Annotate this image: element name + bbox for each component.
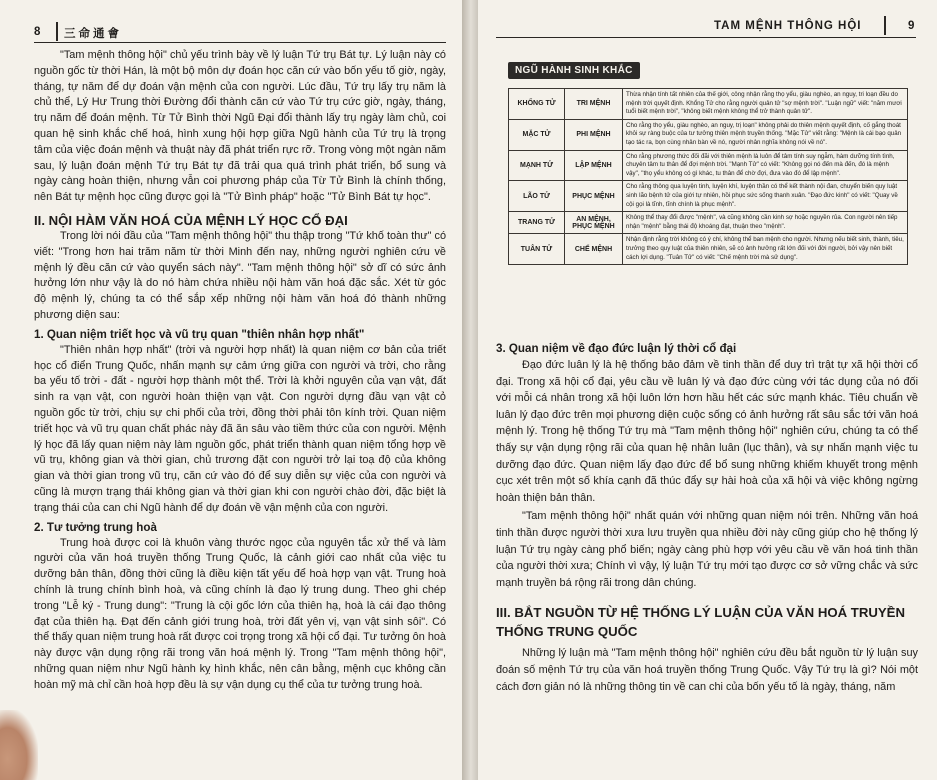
- row-description: Cho rằng thọ yểu, giàu nghèo, an nguy, trị loạn" không phải do thiên mệnh quyết định, cố gắng thoát khỏi sự ràng buộc của tư tưởng thiên mệnh truyền thống. "Mặc Tử" viết rằng: "Mệnh là cái bạo quân tạo tác ra, bọn cùng nhân bàn về nó, người nhân nghĩa không nói về nó".: [623, 119, 908, 150]
- row-concept: CHẾ MỆNH: [565, 234, 623, 265]
- paragraph-7: Những lý luận mà "Tam mệnh thông hội" nghiên cứu đều bắt nguồn từ lý luận suy đoán số mệnh Tứ trụ của văn hoá truyền thống Trung Quốc. Vậy Tứ trụ là gì? Nói một cách đơn giản nó là những thông tin về can chi của bốn yếu tố là ngày, tháng, năm: [496, 647, 918, 693]
- right-header-rule: [496, 37, 916, 38]
- right-page: [478, 0, 937, 780]
- row-thinker: TRANG TỬ: [509, 212, 565, 234]
- left-page-number: 8: [34, 26, 42, 38]
- sub-1-heading: 1. Quan niệm triết học và vũ trụ quan "thiên nhân hợp nhất": [34, 327, 365, 341]
- ngu-hanh-table: [508, 88, 908, 265]
- ngu-hanh-table-block: [508, 60, 908, 265]
- row-concept: PHỤC MỆNH: [565, 181, 623, 212]
- row-thinker: TUÂN TỬ: [509, 234, 565, 265]
- left-running-title: 三命通會: [64, 26, 122, 40]
- paragraph-6: "Tam mệnh thông hội" nhất quán với những quan niệm nói trên. Những văn hoá tinh thần được người thời xưa lưu truyền qua nhiều đời này cũng giúp cho hệ thống lý luận Tứ trụ ngày càng phổ biến; ngày càng phù hợp với yêu cầu về văn hoá tinh thần của người thời xưa; Chính vì vậy, lý luận Tứ trụ mới tạo được cơ sở vững chắc và sức mạnh truyền bá rộng rãi trong dân chúng.: [496, 510, 918, 589]
- left-header-divider: [56, 22, 58, 41]
- left-header-rule: [34, 42, 446, 43]
- section-3-heading: III. BẮT NGUỒN TỪ HỆ THỐNG LÝ LUẬN CỦA VĂN HOÁ TRUYỀN THỐNG TRUNG QUỐC: [496, 605, 906, 640]
- paragraph-4: Trung hoà được coi là khuôn vàng thước ngọc của nguyên tắc xử thế và làm người của văn hoá truyền thống Trung Quốc, là cảnh giới cao nhất của việc tu dưỡng bản thân, đồng thời cũng là điều kiện tất yếu để hoà hợp vạn vật. Trung hoà chính là trung chính bình hoà, và cũng chính là đạo lý trung dung. Theo ghi chép trong "Lễ ký - Trung dung": "Trung là cội gốc lớn của thiên hạ, hoà là cái đạo thông đạt của thiên hạ. Đạt đến cảnh giới trung hoà, trời đất yên vị, vạn vật sinh sôi". Có thể thấy quan niệm trung hoà rất được coi trọng trong xã hội cổ đại. Tư tưởng ôn hoà này được vận dụng rộng rãi trong văn hoá mệnh lý. Trong "Tam mệnh thông hội", những quan niệm như Ngũ hành kỵ hình khắc, nên cân bằng, mệnh cục không cần hoàn mỹ mà chỉ cần hoà hợp đều là sự vận dụng cụ thể của tư tưởng trung hoà.: [34, 536, 446, 691]
- table-row: [509, 212, 908, 234]
- row-concept: PHI MỆNH: [565, 119, 623, 150]
- row-concept: AN MỆNH, PHỤC MỆNH: [565, 212, 623, 234]
- row-description: Không thể thay đổi được "mệnh", và cũng không cần kinh sợ hoặc nguyền rủa. Con người nên tiếp nhận "mệnh" bằng thái độ khoáng đạt, thuận theo "mệnh".: [623, 212, 908, 234]
- table-row: [509, 119, 908, 150]
- row-description: Nhận định rằng trời không có ý chí, không thể ban mệnh cho người. Nhưng nếu biết sinh, thành, tiêu, trưởng theo quy luật của thiên nhiên, sẽ có ảnh hưởng rất lớn đối với đời người, bởi vậy nên biết cách lợi dụng. "Tuân Tử" có viết: "Chế mệnh trời mà sử dụng".: [623, 234, 908, 265]
- row-description: Thừa nhận tính tất nhiên của thế giới, công nhận rằng thọ yểu, giàu nghèo, an nguy, tri loạn đều do mệnh trời quyết định. Khổng Tử cho rằng người quân tử "sợ mệnh trời". "Luận ngữ" viết: "năm mươi tuổi biết mệnh trời", "không biết mệnh không thể trở thành quân tử".: [623, 89, 908, 120]
- paragraph-1: "Tam mệnh thông hội" chủ yếu trình bày về lý luận Tứ trụ Bát tự. Lý luận này có nguồn gốc từ thời Hán, là một bộ môn dự đoán học căn cứ vào bốn yếu tố giờ, ngày, tháng, tự năm để dự đoán vận mệnh của con người. Lúc đầu, Tứ trụ lấy trụ năm là chủ thể, Lý Hư Trung thời Đường đổi thành căn cứ vào Tứ trụ cức giờ, ngày, tháng, trụ năm để đoán mệnh. Từ Tử Bình thời Ngũ Đại đổi thành lấy trụ ngày làm chủ, coi quan hệ sinh khắc chế hoá, hình xung hội hợp giữa Ngũ hành của Tứ trụ là trọng tâm của việc đoán mệnh và thuật này đã phát triển rực rỡ. Trong vòng một ngàn năm sau, lý luận đoán mệnh Tứ trụ Bát tự đã trải qua quá trình phát triển, bổ sung và ngày càng hoàn thiện, nhưng vẫn coi phương pháp của Từ Tử Bình là chính thống, nên Bát tự mệnh học cũng được gọi là "Tử Bình pháp" hoặc "Tử Bình Bát tự học".: [34, 49, 446, 204]
- paragraph-5: Đạo đức luân lý là hệ thống bảo đảm về tinh thần để duy trì trật tự xã hội thời cổ đại. Trong xã hội cổ đại, yêu cầu về luân lý và đạo đức cùng với tác dụng của nó đối với mỗi cá nhân trong xã hội luôn lớn hơn hầu hết các sức mạnh khác. Tiêu chuẩn về luân lý đạo đức trên mọi phương diện cuộc sống có ảnh hưởng rất sâu sắc tới văn hoá mệnh lý. Trong hệ thống Tứ trụ mà "Tam mệnh thông hội" nghiên cứu, chúng ta có thể thấy sự vận dụng rộng rãi của quan hệ nhân luân (lục thân), và sự nhấn mạnh việc tu dưỡng đạo đức. Quan niệm lấy đạo đức để bổ sung những khiếm khuyết trong mệnh cục xét trên một số khía cạnh đã thúc đẩy sự hài hoà của xã hội và việc không ngừng hoàn thiện bản thân.: [496, 359, 918, 504]
- left-body: [34, 48, 446, 693]
- section-2-heading: II. NỘI HÀM VĂN HOÁ CỦA MỆNH LÝ HỌC CỔ ĐẠI: [34, 212, 348, 228]
- paragraph-3: "Thiên nhân hợp nhất" (trời và người hợp nhất) là quan niệm cơ bản của triết học cổ điển Trung Quốc, nhấn mạnh sự cảm ứng giữa con người và trời, cho rằng ba yếu tố trời - đất - người hợp thành một thể. Trời là khởi nguyên của vạn vật, đất sinh ra vạn vật, con người hoàn thiện vạn vật. Con người dựng đầu vạn vật cỏ nguồn gốc từ trời, chịu sự chi phối của trời, đồng thời phải tôn kính trời. Quan niệm triết học và vũ trụ quan chất phác này đã ăn sâu vào tiềm thức của con người. Mệnh lý học đã lấy quan niệm này làm nguồn gốc, phát triển thành quan niệm tổng hợp về vũ trụ, không gian và thời gian, chủ trương đặt con người trở lại toạ độ của không gian và thời gian trong vũ trụ, căn cứ vào đó để suy diễn sự việc của con người và cũng là mượn trạng thái không gian và thời gian khi con người chào đời, đặc biệt là trạng thái của can chi Ngũ hành để dự đoán về vận mệnh của con người.: [34, 343, 446, 514]
- table-row: [509, 150, 908, 181]
- right-body: [496, 341, 918, 695]
- table-row: [509, 234, 908, 265]
- row-thinker: MẠNH TỬ: [509, 150, 565, 181]
- row-concept: LẬP MỆNH: [565, 150, 623, 181]
- right-header-divider: [884, 16, 886, 35]
- book-gutter: [462, 0, 478, 780]
- paragraph-2: Trong lời nói đầu của "Tam mệnh thông hội" thu thập trong "Tứ khố toàn thư" có viết: "Trong hơn hai trăm năm từ thời Minh đến nay, những người nghiên cứu về mệnh lý đều căn cứ vào quyển sách này". "Tam mệnh thông hội" sở dĩ có sức ảnh hưởng lớn như vậy là do nó hàm chứa nhiều nội hàm văn hoá đặc sắc. Xét từ góc độ mệnh lý, chúng ta có thể sắp xếp những nội hàm văn hoá đó thành những phương diện sau:: [34, 229, 446, 321]
- row-thinker: LÃO TỬ: [509, 181, 565, 212]
- right-running-title: TAM MỆNH THÔNG HỘI: [714, 20, 862, 32]
- row-description: Cho rằng phương thức đối đãi với thiên mệnh là luôn để tâm tính suy ngẫm, hàm dưỡng tính tình, chuyên tâm tu thân để đợi mệnh trời. "Mạnh Tử" có viết: "Không gọi nó đến mà đến, đó là mệnh vậy", "thọ yểu không có gì khác, tu thân để chờ đợi, đưa vào đó để lập mệnh".: [623, 150, 908, 181]
- table-row: [509, 89, 908, 120]
- sub-2-heading: 2. Tư tưởng trung hoà: [34, 520, 157, 534]
- table-title: NGŨ HÀNH SINH KHẮC: [508, 62, 640, 79]
- row-thinker: KHỐNG TỬ: [509, 89, 565, 120]
- left-page: [0, 0, 462, 780]
- table-row: [509, 181, 908, 212]
- row-concept: TRI MỆNH: [565, 89, 623, 120]
- row-thinker: MẶC TỬ: [509, 119, 565, 150]
- row-description: Cho rằng thông qua luyện tinh, luyện khí, luyện thần có thể kết thành nội đan, chuyển biến quy luật sinh lão bệnh tử của giới tự nhiên, hồi phục sức sống thanh xuân. "Đạo đức kinh" có viết: "Quay về cội gọi là tĩnh, tĩnh chính là phục mệnh".: [623, 181, 908, 212]
- right-page-number: 9: [908, 20, 916, 32]
- sub-3-heading: 3. Quan niệm về đạo đức luận lý thời cổ đại: [496, 342, 737, 355]
- thumb-shadow: [0, 710, 38, 780]
